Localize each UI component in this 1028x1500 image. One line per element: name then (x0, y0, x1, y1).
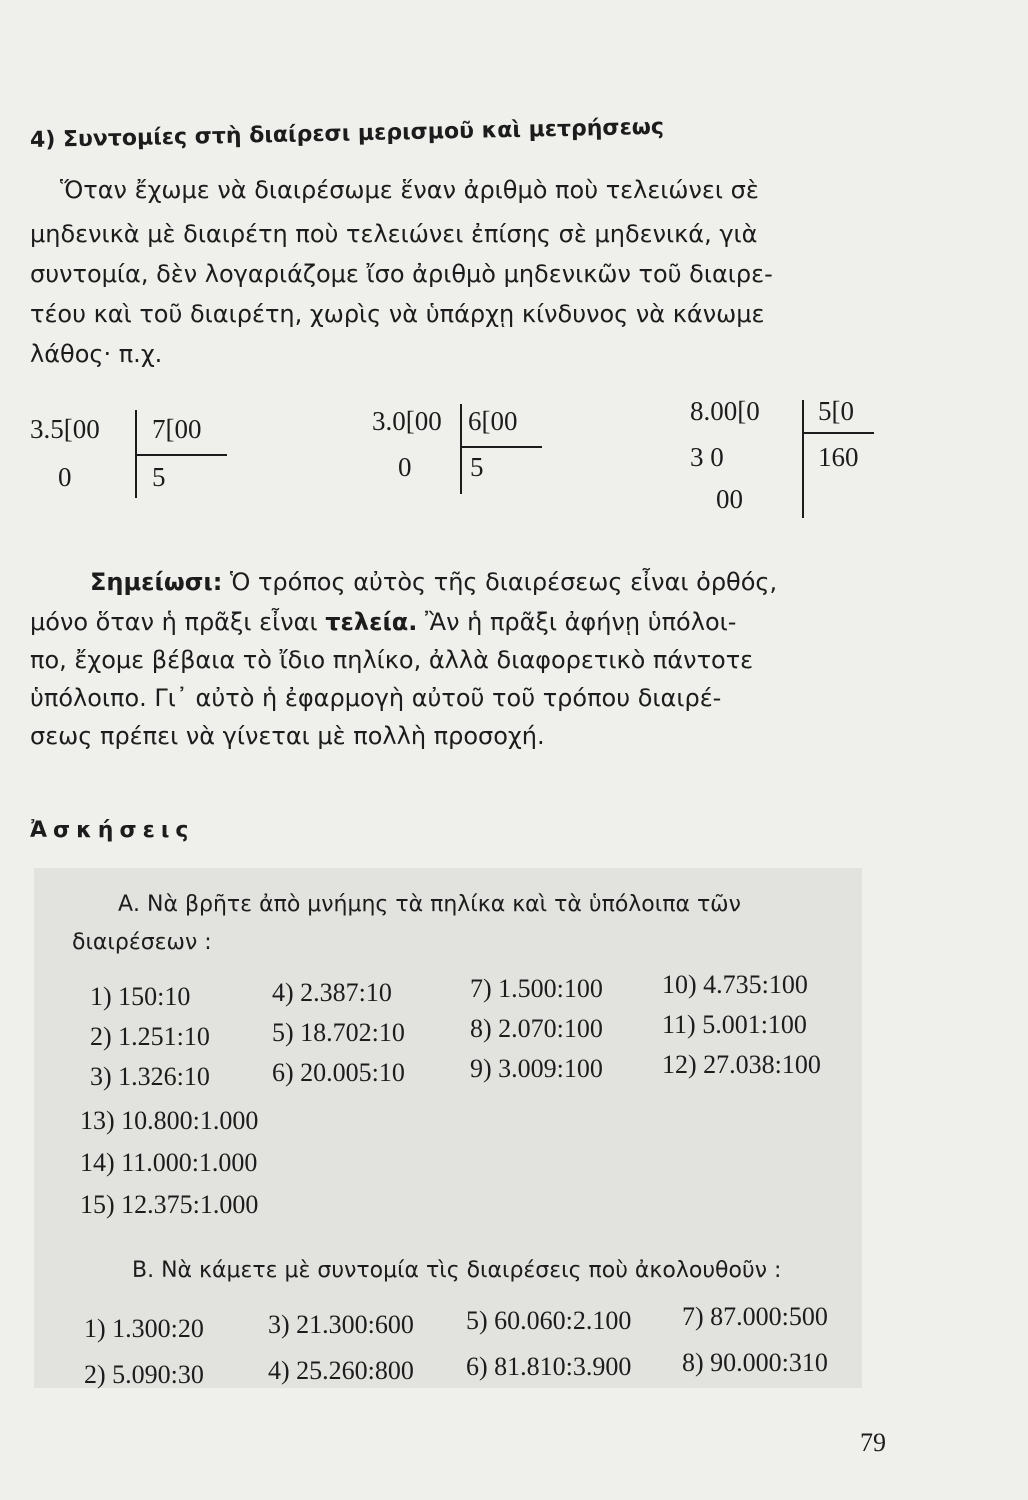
division-1-divisor: 7[00 (152, 414, 202, 444)
division-3-divisor-underline (804, 432, 874, 434)
section-heading: 4) Συντομίες στὴ διαίρεσι μερισμοῦ καὶ μετρήσεως (29, 114, 665, 153)
division-3-vertical-bar (802, 400, 804, 518)
division-3-divisor: 5[0 (818, 396, 854, 426)
exercise-a-instruction-cont: διαιρέσεων : (72, 930, 212, 955)
division-3-extra-row: 00 (716, 484, 743, 514)
note-line-5: σεως πρέπει νὰ γίνεται μὲ πολλὴ προσοχή. (30, 722, 545, 750)
division-3-remainder: 3 0 (690, 442, 724, 472)
exercise-a-item: 5) 18.702:10 (272, 1018, 405, 1047)
note-emphasis: τελεία. (325, 608, 418, 636)
note-line-2-end: Ἂν ἡ πρᾶξι ἀφήνῃ ὑπόλοι- (417, 608, 737, 636)
division-3-dividend: 8.00[0 (690, 396, 760, 426)
division-2-vertical-bar (460, 404, 462, 494)
exercise-a-item: 7) 1.500:100 (470, 974, 603, 1003)
note-line-2-start: μόνο ὅταν ἡ πρᾶξι εἶναι (30, 608, 326, 636)
intro-line-1: Ὅταν ἔχωμε νὰ διαιρέσωμε ἕναν ἀριθμὸ ποὺ τελειώνει σὲ (60, 176, 759, 204)
note-line-1 (90, 568, 777, 596)
exercise-b-item: 6) 81.810:3.900 (466, 1352, 632, 1381)
exercise-a-item: 11) 5.001:100 (662, 1010, 807, 1039)
intro-line-3: συντομία, δὲν λογαριάζομε ἴσο ἀριθμὸ μηδενικῶν τοῦ διαιρε- (30, 260, 773, 288)
exercise-a-item: 9) 3.009:100 (470, 1054, 603, 1083)
exercise-a-instruction: Α. Νὰ βρῆτε ἀπὸ μνήμης τὰ πηλίκα καὶ τὰ ὑπόλοιπα τῶν (118, 892, 741, 917)
exercise-a-item: 4) 2.387:10 (272, 978, 392, 1007)
exercise-a-item: 1) 150:10 (90, 982, 191, 1011)
division-2-dividend: 3.0[00 (372, 406, 442, 436)
division-1-dividend: 3.5[00 (30, 414, 100, 444)
division-1-divisor-underline (137, 454, 227, 456)
exercise-a-item: 3) 1.326:10 (90, 1062, 210, 1091)
exercise-a-item: 12) 27.038:100 (662, 1050, 821, 1079)
exercise-a-item: 6) 20.005:10 (272, 1058, 405, 1087)
intro-line-5: λάθος· π.χ. (30, 340, 163, 368)
division-1-quotient: 5 (152, 462, 166, 492)
exercise-a-item: 2) 1.251:10 (90, 1022, 210, 1051)
intro-line-2: μηδενικὰ μὲ διαιρέτη ποὺ τελειώνει ἐπίσης σὲ μηδενικά, γιὰ (30, 220, 758, 248)
division-2-divisor: 6[00 (468, 406, 518, 436)
exercise-b-item: 2) 5.090:30 (84, 1360, 204, 1389)
note-label: Σημείωσι: (90, 568, 223, 596)
exercise-a-item: 14) 11.000:1.000 (80, 1148, 258, 1177)
exercise-b-item: 5) 60.060:2.100 (466, 1306, 632, 1335)
division-2-remainder: 0 (398, 452, 412, 482)
division-2-divisor-underline (462, 446, 542, 448)
exercise-a-item: 15) 12.375:1.000 (80, 1190, 259, 1219)
intro-line-4: τέου καὶ τοῦ διαιρέτη, χωρὶς νὰ ὑπάρχῃ κίνδυνος νὰ κάνωμε (30, 300, 765, 328)
exercise-b-item: 4) 25.260:800 (268, 1356, 414, 1385)
page-number: 79 (860, 1428, 886, 1457)
division-1-remainder: 0 (58, 462, 72, 492)
note-line-4: ὑπόλοιπο. Γι᾽ αὐτὸ ἡ ἐφαρμογὴ αὐτοῦ τοῦ τρόπου διαιρέ- (30, 684, 722, 712)
note-line-2 (30, 608, 736, 636)
exercises-title: Ἀσκήσεις (30, 818, 195, 843)
note-line-1-text: Ὁ τρόπος αὐτὸς τῆς διαιρέσεως εἶναι ὀρθός, (222, 568, 778, 596)
exercise-b-item: 7) 87.000:500 (682, 1302, 828, 1331)
division-3-quotient: 160 (818, 442, 859, 472)
note-line-3: πο, ἔχομε βέβαια τὸ ἴδιο πηλίκο, ἀλλὰ διαφορετικὸ πάντοτε (30, 646, 754, 674)
exercise-b-item: 8) 90.000:310 (682, 1348, 828, 1377)
exercise-b-item: 1) 1.300:20 (84, 1314, 204, 1343)
exercise-a-item: 10) 4.735:100 (662, 970, 808, 999)
division-2-quotient: 5 (470, 452, 484, 482)
exercise-a-item: 8) 2.070:100 (470, 1014, 603, 1043)
exercise-a-item: 13) 10.800:1.000 (80, 1106, 259, 1135)
exercise-b-instruction: Β. Νὰ κάμετε μὲ συντομία τὶς διαιρέσεις ποὺ ἀκολουθοῦν : (132, 1258, 782, 1283)
exercise-b-item: 3) 21.300:600 (268, 1310, 414, 1339)
